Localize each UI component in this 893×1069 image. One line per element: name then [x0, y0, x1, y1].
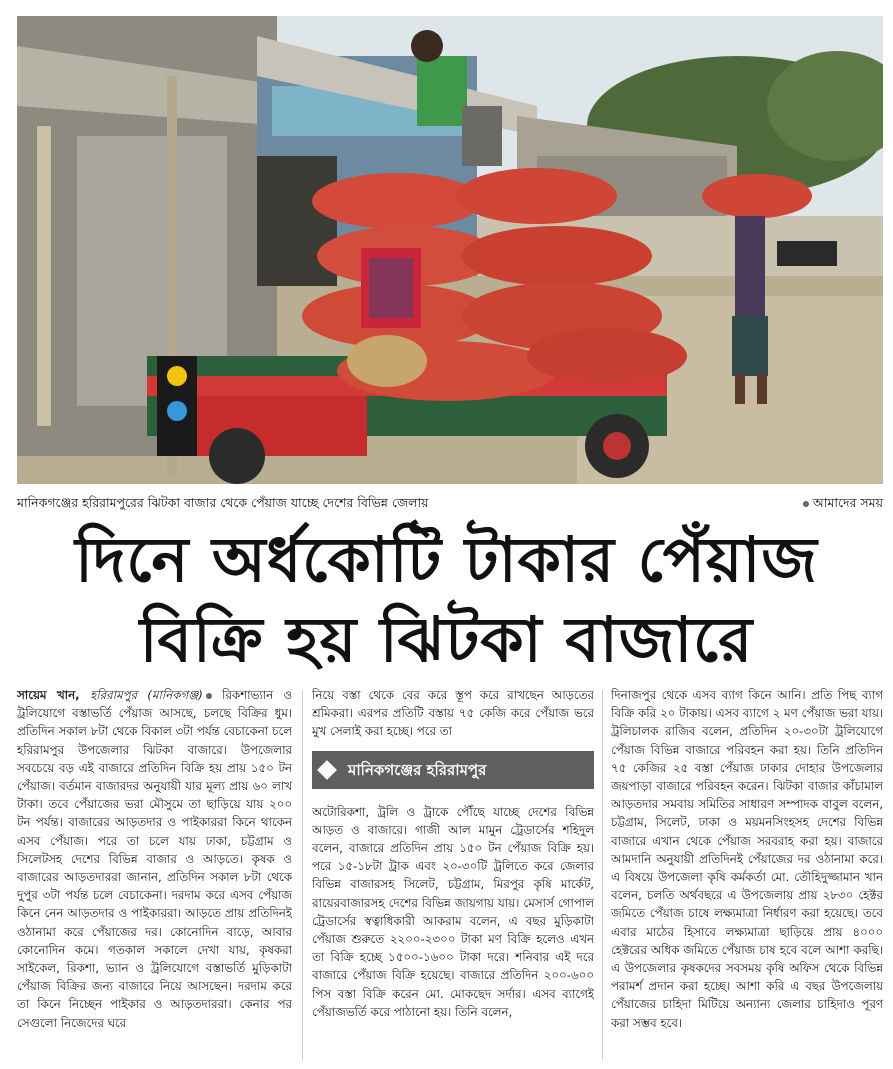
credit-dot-icon: [803, 501, 809, 507]
headline-line-2: বিক্রি হয় ঝিটকা বাজারে: [139, 603, 754, 676]
column-3-text: দিনাজপুর থেকে এসব ব্যাগ কিনে আনি। প্রতি পিছ ব্যাগ বিক্রি করি ২০ টাকায়। এসব ব্যাগে ২ মণ পেঁয়াজ ভরা যায়। ট্রলিচালক রাজিব বলেন, প্রতিদিন ২০-৩০টা ট্রলিযোগে পেঁয়াজ বিভিন্ন বাজারে পরিবহন করা হয়। তিনি প্রতিদিন ৭৫ কেজির ২৫ বস্তা পেঁয়াজ ঢাকার দোহার উপজেলার জয়পাড়া বাজারে পরিবহন করেন। ঝিটকা বাজার কাঁচামাল আড়তদার সমবায় সমিতির সাধারণ সম্পাদক বাবুল বলেন, চট্টগ্রাম, সিলেট, ঢাকা ও ময়মনসিংহসহ দেশের বিভিন্ন বাজারে এখান থেকে পেঁয়াজ সরবরাহ করা হয়। বাজারে আমদানি অনুযায়ী প্রতিদিনই পেঁয়াজের দর ওঠানামা করে। এ বিষয়ে উপজেলা কৃষি কর্মকর্তা মো. তৌহিদুজ্জামান খান বলেন, চলতি অর্থবছরে এ উপজেলায় প্রায় ২৮৩০ হেক্টর জমিতে পেঁয়াজ চাষে লক্ষ্যমাত্রা নির্ধারণ করা হয়েছে। তবে এবার মাঠের হিসাবে লক্ষ্যমাত্রা ছাড়িয়ে প্রায় ৪০০০ হেক্টরের অধিক জমিতে পেঁয়াজ চাষ হবে বলে আশা করছি। এ উপজেলার কৃষকদের সবসময় কৃষি অফিস থেকে বিভিন্ন পরামর্শ প্রদান করা হচ্ছে। আশা করি এ বছর উপজেলায় পেঁয়াজের চাহিদা মিটিয়ে অন্যান্য জেলার চাহিদাও পূরণ করা সম্ভব হবে।: [611, 688, 883, 1030]
pullquote-text: মানিকগঞ্জের হরিরামপুর: [348, 760, 487, 779]
photo-caption: মানিকগঞ্জের হরিরামপুরের ঝিটকা বাজার থেকে পেঁয়াজ যাচ্ছে দেশের বিভিন্ন জেলায়: [17, 495, 429, 510]
pullquote-box: [312, 751, 594, 789]
column-divider: [602, 690, 603, 1060]
headline-line-1: দিনে অর্ধকোটি টাকার পেঁয়াজ: [75, 523, 818, 596]
byline-dot-icon: [206, 693, 212, 699]
headline: [0, 520, 893, 680]
column-2-top-text: নিয়ে বস্তা থেকে বের করে স্তূপ করে রাখছেন আড়তের শ্রমিকরা। এরপর প্রতিটি বস্তায় ৭৫ কেজি করে পেঁয়াজ ভরে মুখ সেলাই করা হচ্ছে। পরে তা: [312, 688, 594, 739]
article-column-3: [611, 686, 883, 1061]
photo-credit-text: আমাদের সময়: [812, 495, 883, 510]
byline: [17, 688, 212, 702]
column-divider: [302, 690, 303, 1060]
news-photo: [17, 16, 883, 484]
photo-caption-bar: [17, 492, 883, 514]
column-2-bottom-text: অটোরিকশা, ট্রলি ও ট্রাকে পৌঁছে যাচ্ছে দেশের বিভিন্ন আড়ত ও বাজারে। গাজী আল মামুন ট্রেডার্সের শহিদুল বলেন, বাজারে প্রতিদিন প্রায় ১৫০ টন পেঁয়াজ বিক্রি হয়। পরে ১৫-১৮টা ট্রাক এবং ২০-৩০টি ট্রলিতে করে জেলার বিভিন্ন বাজারসহ সিলেট, চট্টগ্রাম, মিরপুর কৃষি মার্কেট, রায়েরবাজারসহ দেশের বিভিন্ন জায়গায় যায়। মেসার্স গোপাল ট্রেডার্সের স্বত্বাধিকারী আকরাম বলেন, এ বছর মুড়িকাটা পেঁয়াজ শুরুতে ২২০০-২৩০০ টাকা মণ বিক্রি হলেও এখন তা বিক্রি হচ্ছে ১৫০০-১৬০০ টাকা দরে। শনিবার এই দরে বাজারে পেঁয়াজ বিক্রি হয়েছে। বাজারে প্রতিদিন ২০০-৬০০ পিস বস্তা বিক্রি করেন মো. মোকছেদ সর্দার। এসব ব্যাগেই পেঁয়াজভর্তি করে পাঠানো হয়। তিনি বলেন,: [312, 804, 594, 1019]
article-column-1: [17, 686, 292, 1061]
photo-credit: [803, 492, 883, 514]
column-1-text: রিকশাভ্যান ও ট্রলিযোগে বস্তাভর্তি পেঁয়াজ আসছে, চলছে বিক্রির ধুম। প্রতিদিন সকাল ৮টা থেকে বিকাল ৩টা পর্যন্ত বেচাকেনা চলে হরিরামপুর উপজেলার ঝিটকা বাজারে। উপজেলার সবচেয়ে বড় এই বাজারে প্রতিদিন বিক্রি হয় প্রায় ১৫০ টন পেঁয়াজ। বর্তমান বাজারদর অনুযায়ী যার মূল্য প্রায় ৬০ লাখ টাকা। তবে পেঁয়াজের ভরা মৌসুমে তা ছাড়িয়ে যায় ২০০ টন পর্যন্ত। বাজারের আড়তদার ও পাইকাররা কিনে থাকেন এসব পেঁয়াজ। পরে তা চলে যায় ঢাকা, চট্টগ্রাম ও সিলেটসহ দেশের বিভিন্ন বাজার ও আড়তে। কৃষক ও বাজারের আড়তদাররা জানান, প্রতিদিন সকাল ৮টা থেকে দুপুর ৩টা পর্যন্ত চলে বেচাকেনা। দরদাম করে এসব পেঁয়াজ কিনে নেন আড়তদার ও পাইকাররা। আড়তে প্রায় প্রতিদিনই ওঠানামা করে পেঁয়াজের দর। কোনোদিন বাড়ে, আবার কোনোদিন কমে। গতকাল সকালে দেখা যায়, কৃষকরা সাইকেল, রিকশা, ভ্যান ও ট্রলিযোগে বস্তাভর্তি মুড়িকাটা পেঁয়াজ বিক্রির জন্য বাজারে নিয়ে আসছেন। দরদাম করে তা কিনে নিচ্ছেন পাইকার ও আড়তদাররা। কেনার পর সেগুলো নিজেদের ঘরে: [17, 688, 292, 1030]
byline-author: সায়েম খান,: [17, 688, 80, 702]
diamond-icon: [317, 760, 337, 780]
article-column-2: [312, 686, 594, 1061]
byline-place: হরিরামপুর (মানিকগঞ্জ): [90, 688, 203, 702]
